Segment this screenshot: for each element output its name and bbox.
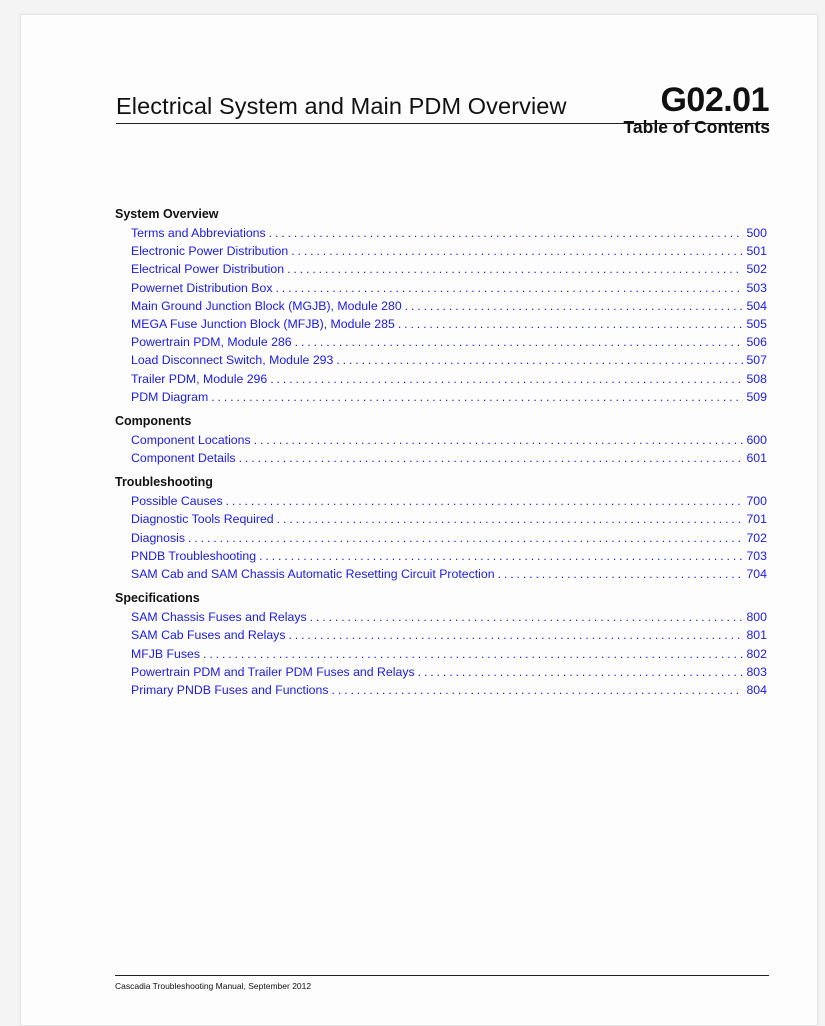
toc-entry-label: MEGA Fuse Junction Block (MFJB), Module 285 (131, 316, 395, 331)
toc-entry-page-number: 800 (746, 610, 767, 625)
toc-entry-page-number: 509 (746, 389, 767, 404)
toc-entry-label: Trailer PDM, Module 296 (131, 371, 268, 386)
toc-entry-label: Electrical Power Distribution (131, 262, 285, 277)
dot-leader (188, 529, 743, 547)
toc-entry-label: Component Details (131, 451, 236, 466)
toc-entry-page-number: 505 (746, 316, 767, 331)
page-subtitle: Table of Contents (623, 117, 770, 137)
toc-entry-label: PDM Diagram (131, 389, 209, 404)
toc-entry-page-number: 601 (746, 451, 767, 466)
toc-entry-page-number: 506 (746, 335, 767, 350)
toc-section (115, 587, 767, 699)
toc-entry-link[interactable] (115, 626, 767, 644)
footer-text: Cascadia Troubleshooting Manual, September 2012 (115, 981, 312, 991)
dot-leader (239, 449, 744, 467)
toc-entry-page-number: 500 (746, 226, 767, 240)
toc-entry-link[interactable] (115, 370, 767, 388)
toc-entry-link[interactable] (115, 547, 767, 565)
toc-entry-label: MFJB Fuses (131, 646, 201, 661)
toc-entry-link[interactable] (115, 431, 767, 449)
toc-section-heading: Specifications (115, 591, 200, 606)
toc-entry-label: SAM Cab and SAM Chassis Automatic Resetting Circuit Protection (131, 567, 495, 581)
toc-entry-link[interactable] (115, 315, 767, 333)
toc-entry-link[interactable] (115, 608, 767, 626)
toc-entry-link[interactable] (115, 449, 767, 467)
toc-entry-page-number: 504 (746, 298, 767, 313)
dot-leader (398, 315, 744, 333)
document-page (20, 14, 818, 1026)
section-code: G02.01 (660, 81, 769, 119)
toc-entry-page-number: 507 (746, 353, 767, 368)
toc-entry-page-number: 804 (746, 682, 767, 697)
toc-entry-link[interactable] (115, 663, 767, 681)
dot-leader (332, 681, 744, 699)
toc-entry-page-number: 702 (746, 530, 767, 545)
toc-entry-link[interactable] (115, 529, 767, 547)
toc-entry-page-number: 501 (746, 244, 767, 259)
toc-entry-label: SAM Chassis Fuses and Relays (131, 610, 307, 625)
dot-leader (287, 260, 743, 278)
table-of-contents (115, 203, 767, 703)
toc-section (115, 410, 767, 467)
toc-section-heading: Components (115, 413, 192, 428)
toc-entry-label: PNDB Troubleshooting (131, 548, 257, 563)
toc-entry-label: Possible Causes (131, 494, 223, 509)
document-title: Electrical System and Main PDM Overview (116, 93, 567, 119)
dot-leader (203, 645, 743, 663)
toc-entry-page-number: 802 (746, 646, 767, 661)
toc-entry-link[interactable] (115, 224, 767, 242)
toc-entry-link[interactable] (115, 242, 767, 260)
dot-leader (275, 279, 743, 297)
dot-leader (310, 608, 744, 626)
dot-leader (288, 626, 743, 644)
toc-entry-label: Powertrain PDM, Module 286 (131, 335, 292, 350)
toc-section (115, 203, 767, 406)
dot-leader (254, 431, 744, 449)
dot-leader (270, 370, 743, 388)
toc-entry-label: Powertrain PDM and Trailer PDM Fuses and Relays (131, 664, 415, 679)
toc-entry-label: Electronic Power Distribution (131, 244, 289, 259)
dot-leader (336, 351, 743, 369)
dot-leader (277, 510, 744, 528)
toc-entry-page-number: 700 (746, 494, 767, 509)
toc-entry-page-number: 803 (746, 664, 767, 679)
toc-section (115, 471, 767, 583)
dot-leader (498, 565, 744, 583)
toc-entry-link[interactable] (115, 333, 767, 351)
dot-leader (418, 663, 744, 681)
toc-entry-page-number: 508 (746, 371, 767, 386)
toc-entry-page-number: 503 (746, 280, 767, 295)
toc-entry-label: Main Ground Junction Block (MGJB), Module 280 (131, 298, 402, 313)
toc-entry-link[interactable] (115, 510, 767, 528)
toc-entry-page-number: 701 (746, 512, 767, 527)
dot-leader (295, 333, 744, 351)
toc-entry-label: Component Locations (131, 432, 251, 447)
toc-entry-page-number: 704 (746, 567, 767, 581)
dot-leader (211, 388, 743, 406)
toc-section-heading: Troubleshooting (115, 475, 213, 490)
page-footer (115, 975, 769, 991)
toc-entry-page-number: 801 (746, 628, 767, 643)
dot-leader (291, 242, 743, 260)
toc-entry-link[interactable] (115, 260, 767, 278)
toc-entry-label: SAM Cab Fuses and Relays (131, 628, 286, 643)
toc-entry-link[interactable] (115, 388, 767, 406)
toc-entry-label: Primary PNDB Fuses and Functions (131, 682, 329, 697)
toc-entry-link[interactable] (115, 351, 767, 369)
toc-section-heading: System Overview (115, 207, 219, 221)
toc-entry-page-number: 600 (746, 432, 767, 447)
toc-entry-link[interactable] (115, 279, 767, 297)
toc-entry-link[interactable] (115, 297, 767, 315)
dot-leader (269, 224, 744, 242)
dot-leader (405, 297, 744, 315)
toc-entry-label: Diagnosis (131, 530, 185, 545)
toc-entry-link[interactable] (115, 492, 767, 510)
toc-entry-label: Powernet Distribution Box (131, 280, 273, 295)
toc-entry-page-number: 502 (746, 262, 767, 277)
toc-entry-page-number: 703 (746, 548, 767, 563)
toc-entry-label: Load Disconnect Switch, Module 293 (131, 353, 334, 368)
toc-entry-link[interactable] (115, 645, 767, 663)
toc-entry-link[interactable] (115, 681, 767, 699)
toc-entry-label: Terms and Abbreviations (131, 226, 266, 240)
toc-entry-label: Diagnostic Tools Required (131, 512, 274, 527)
toc-entry-link[interactable] (115, 565, 767, 583)
dot-leader (259, 547, 743, 565)
dot-leader (226, 492, 744, 510)
